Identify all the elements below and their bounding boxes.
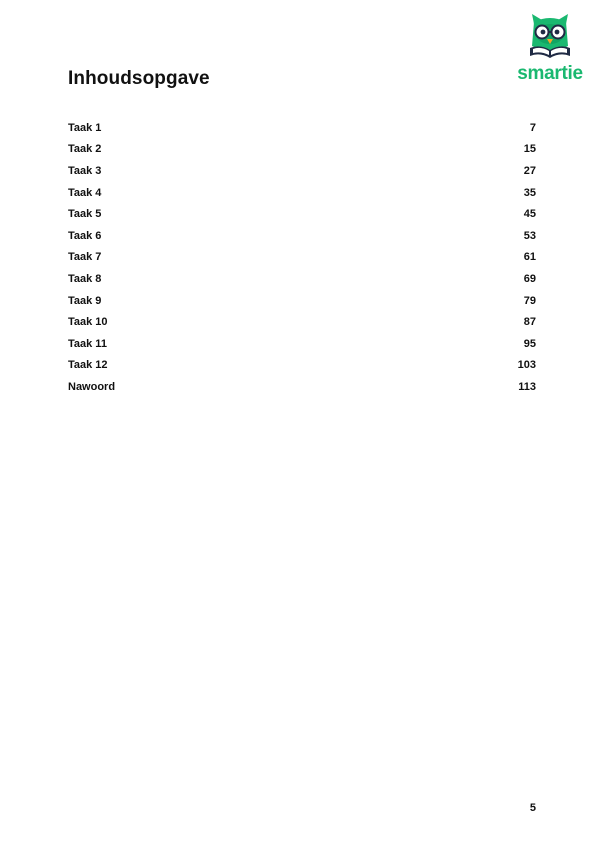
- smartie-logo: [512, 12, 588, 84]
- toc-entry-label: Taak 6: [68, 229, 102, 242]
- toc-entry-label: Taak 11: [68, 337, 107, 350]
- toc-entry[interactable]: [68, 268, 536, 290]
- toc-entry-page: 35: [523, 186, 536, 199]
- toc-entry-label: Taak 8: [68, 272, 102, 285]
- toc-entry-page: 95: [523, 337, 536, 350]
- toc-entry-page: 103: [517, 359, 536, 372]
- toc-entry-label: Taak 5: [68, 208, 102, 221]
- page-number: 5: [529, 802, 536, 814]
- toc-entry[interactable]: [68, 225, 536, 247]
- toc-entry[interactable]: [68, 290, 536, 312]
- toc-entry-label: Taak 10: [68, 316, 108, 329]
- toc-entry-page: 61: [523, 251, 536, 264]
- toc-entry-label: Nawoord: [68, 380, 116, 393]
- toc-entry-page: 53: [523, 229, 536, 242]
- toc-entry[interactable]: [68, 311, 536, 333]
- logo-wordmark: smartie: [517, 63, 583, 84]
- toc-entry-page: 113: [518, 380, 536, 393]
- table-of-contents: [68, 117, 536, 398]
- toc-entry-label: Taak 2: [68, 143, 102, 156]
- toc-entry-page: 79: [523, 294, 536, 307]
- toc-entry[interactable]: [68, 333, 536, 355]
- toc-entry-label: Taak 1: [68, 121, 102, 134]
- page-title: Inhoudsopgave: [68, 68, 210, 89]
- toc-entry-page: 69: [523, 272, 536, 285]
- toc-entry-page: 15: [523, 143, 536, 156]
- toc-entry[interactable]: [68, 139, 536, 161]
- toc-entry-label: Taak 7: [68, 251, 102, 264]
- toc-entry[interactable]: [68, 376, 536, 398]
- toc-entry-label: Taak 3: [68, 164, 102, 177]
- toc-entry-page: 45: [523, 208, 536, 221]
- toc-entry-page: 87: [523, 316, 536, 329]
- toc-entry[interactable]: [68, 117, 536, 139]
- toc-entry-page: 27: [523, 164, 536, 177]
- toc-entry-label: Taak 4: [68, 186, 102, 199]
- toc-entry-label: Taak 12: [68, 359, 108, 372]
- toc-entry[interactable]: [68, 160, 536, 182]
- owl-with-glasses-icon: [524, 12, 576, 64]
- toc-entry[interactable]: [68, 247, 536, 269]
- toc-entry-label: Taak 9: [68, 294, 102, 307]
- toc-entry[interactable]: [68, 355, 536, 377]
- toc-entry-page: 7: [529, 121, 536, 134]
- toc-entry[interactable]: [68, 203, 536, 225]
- toc-entry[interactable]: [68, 182, 536, 204]
